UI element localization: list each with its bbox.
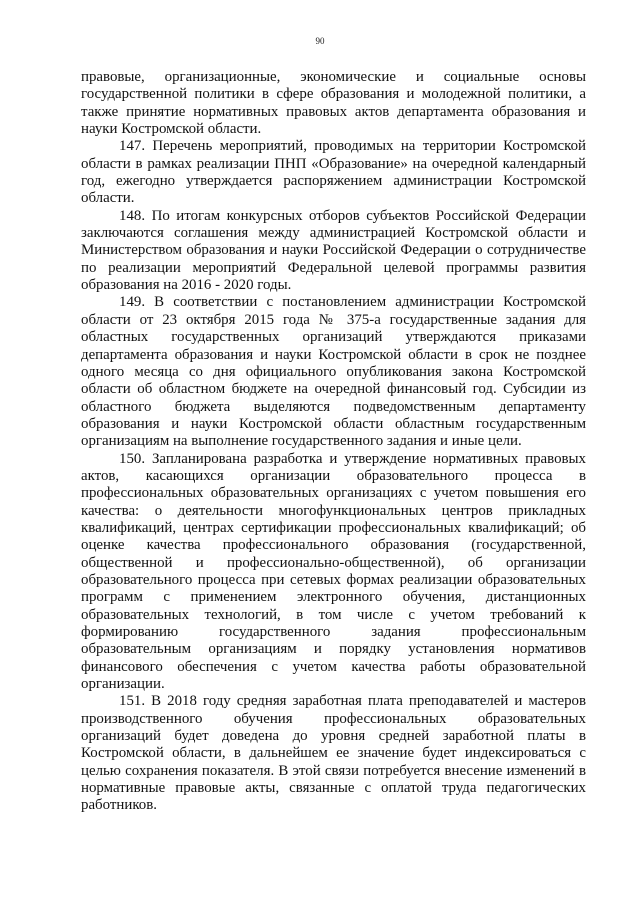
paragraph-149: 149. В соответствии с постановлением администрации Костромской области от 23 октября 2015 года № 375-а государственные задания для областных государственных организаций утверждаются приказами департамента образования и науки Костромской области в срок не позднее одного месяца со дня официального опубликования закона Костромской области об областном бюджете на очередной финансовый год. Субсидии из областного бюджета выделяются подведомственным департаменту образования и науки Костромской области областным государственным организациям на выполнение государственного задания и иные цели. [81, 294, 586, 450]
paragraph-151: 151. В 2018 году средняя заработная плата преподавателей и мастеров производственного обучения профессиональных образовательных организаций будет доведена до уровня средней заработной платы в Костромской области, в дальнейшем ее значение будет индексироваться с целью сохранения показателя. В этой связи потребуется внесение изменений в нормативные правовые акты, связанные с оплатой труда педагогических работников. [81, 693, 586, 814]
page-number: 90 [315, 36, 325, 46]
paragraph-147: 147. Перечень мероприятий, проводимых на территории Костромской области в рамках реализации ПНП «Образование» на очередной календарный год, ежегодно утверждается распоряжением администрации Костромской области. [81, 138, 586, 207]
paragraph-148: 148. По итогам конкурсных отборов субъектов Российской Федерации заключаются соглашения между администрацией Костромской области и Министерством образования и науки Российской Федерации о сотрудничестве по реализации мероприятий Федеральной целевой программы развития образования на 2016 - 2020 годы. [81, 207, 586, 294]
paragraph-continuation: правовые, организационные, экономические и социальные основы государственной политики в сфере образования и молодежной политики, а также принятие нормативных правовых актов департамента образования и науки Костромской области. [81, 69, 586, 138]
document-body [81, 69, 586, 815]
paragraph-150: 150. Запланирована разработка и утверждение нормативных правовых актов, касающихся организации образовательного процесса в профессиональных образовательных организациях с учетом повышения его качества: о деятельности многофункциональных центров прикладных квалификаций, центрах сертификации профессиональных квалификаций; об оценке качества профессионального образования (государственной, общественной и профессионально-общественной), об организации образовательного процесса при сетевых формах реализации образовательных программ с применением электронного обучения, дистанционных образовательных технологий, в том числе с учетом требований к формированию государственного задания профессиональным образовательным организациям и порядку установления нормативов финансового обеспечения с учетом качества работы образовательной организации. [81, 450, 586, 693]
